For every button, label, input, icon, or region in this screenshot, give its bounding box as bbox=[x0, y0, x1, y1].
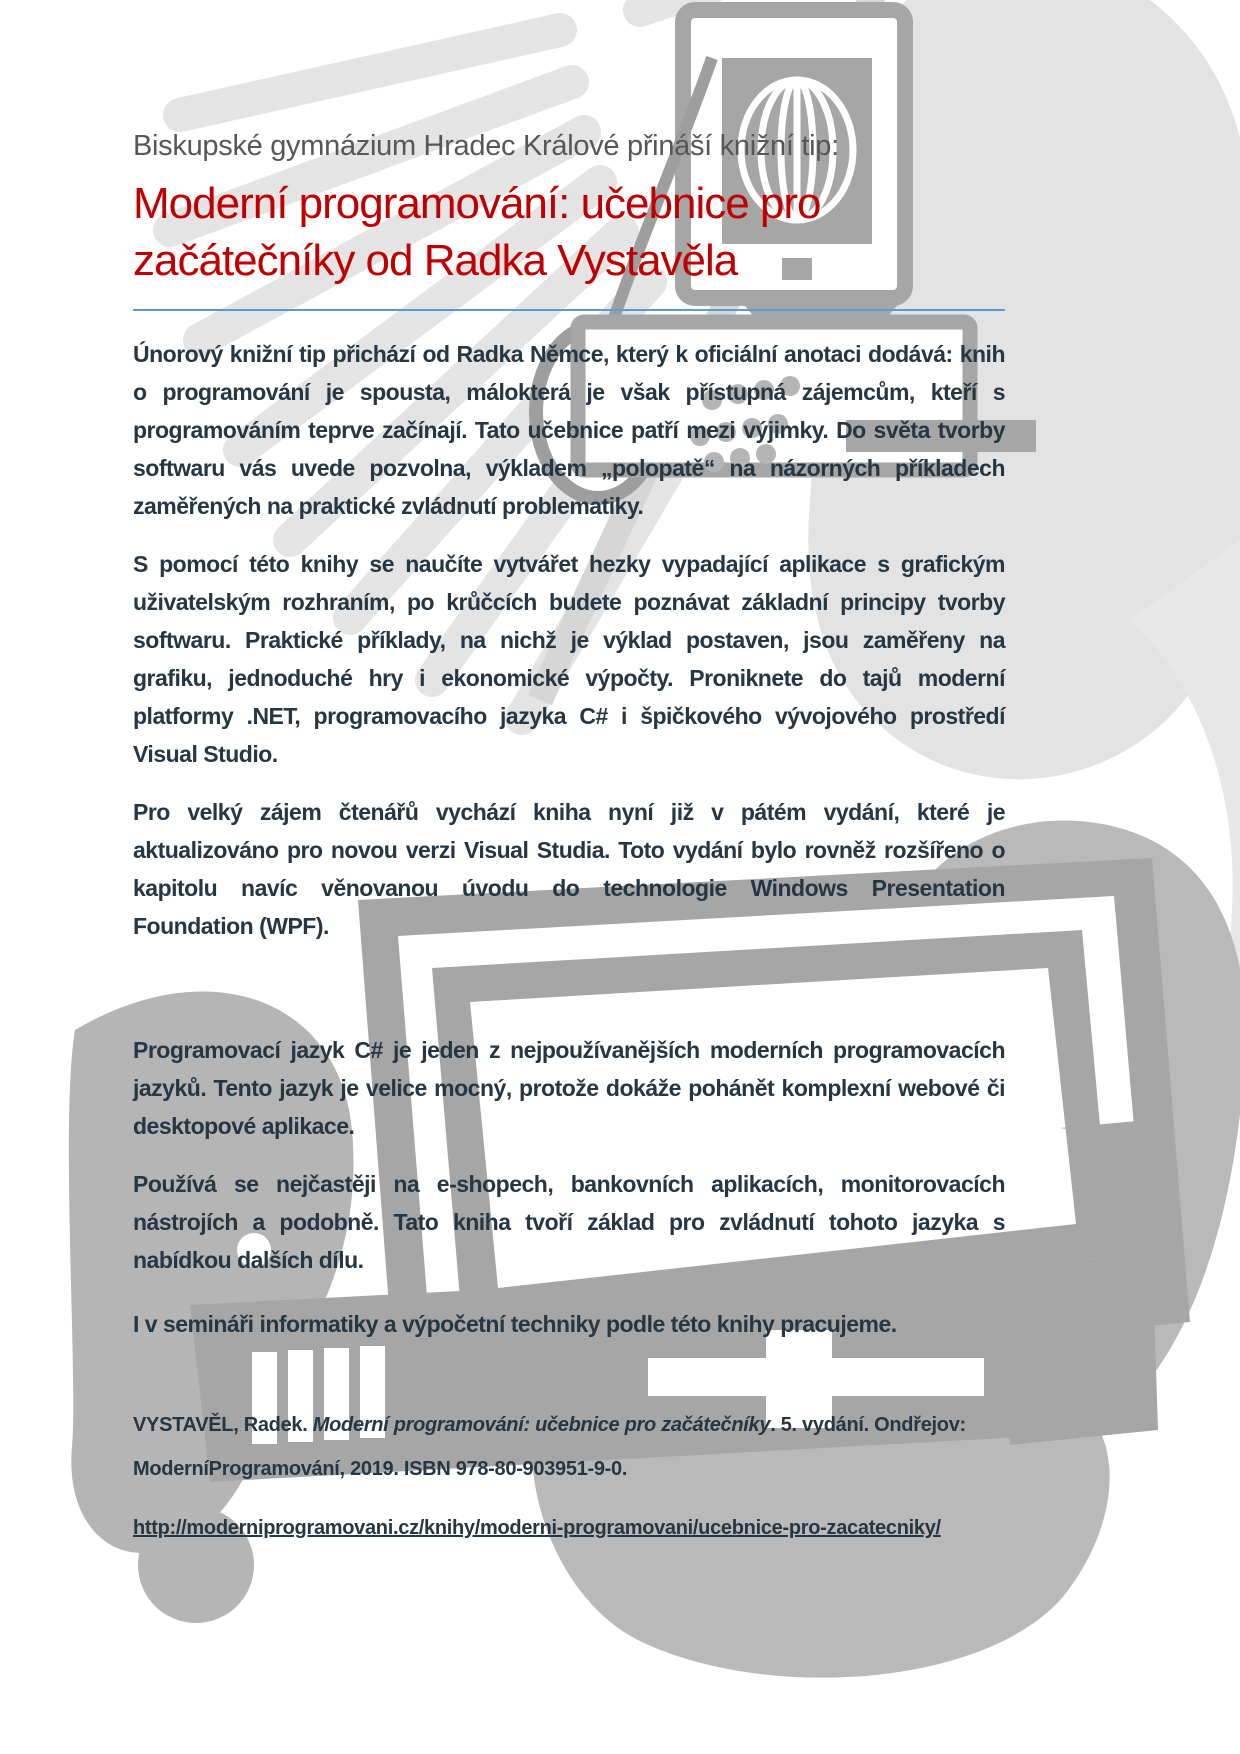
title-rule bbox=[133, 309, 1005, 311]
page-title-line-2: začátečníky od Radka Vystavěla bbox=[133, 236, 738, 285]
paragraph-2: S pomocí této knihy se naučíte vytvářet hezky vypadající aplikace s grafickým uživatelským rozhraním, po krůčcích budete poznávat základní principy tvorby softwaru. Praktické příklady, na nichž je výklad postaven, jsou zaměřeny na grafiku, jednoduché hry i ekonomické výpočty. Proniknete do tajů moderní platformy .NET, programovacího jazyka C# i špičkového vývojového prostředí Visual Studio. bbox=[133, 551, 1005, 767]
citation-book-title: Moderní programování: učebnice pro začátečníky bbox=[312, 1414, 771, 1436]
paragraph-4: Programovací jazyk C# je jeden z nejpoužívanějších moderních programovacích jazyků. Tento jazyk je velice mocný, protože dokáže pohánět komplexní webové či desktopové aplikace. bbox=[133, 1037, 1005, 1139]
citation-author: VYSTAVĚL, Radek. bbox=[133, 1414, 313, 1436]
paragraph-5: Používá se nejčastěji na e-shopech, bankovních aplikacích, monitorovacích nástrojích a podobně. Tato kniha tvoří základ pro zvládnutí tohoto jazyka s nabídkou dalších dílu. bbox=[133, 1171, 1005, 1273]
kicker-line: Biskupské gymnázium Hradec Králové přináší knižní tip: bbox=[133, 130, 839, 162]
paragraph-6: I v semináři informatiky a výpočetní techniky podle této knihy pracujeme. bbox=[133, 1311, 897, 1337]
page-title bbox=[133, 175, 1005, 289]
document-content bbox=[133, 130, 1005, 1540]
page-title-line-1: Moderní programování: učebnice pro bbox=[133, 179, 821, 228]
paragraph-3: Pro velký zájem čtenářů vychází kniha nyní již v pátém vydání, které je aktualizováno pro novou verzi Visual Studia. Toto vydání bylo rovněž rozšířeno o kapitolu navíc věnovanou úvodu do technologie Windows Presentation Foundation (WPF). bbox=[133, 799, 1005, 939]
book-url-link[interactable]: http://moderniprogramovani.cz/knihy/moderni-programovani/ucebnice-pro-zacatecniky/ bbox=[133, 1517, 941, 1539]
citation-rest: . 5. vydání. Ondřejov: ModerníProgramování, 2019. ISBN 978-80-903951-9-0. bbox=[133, 1414, 966, 1480]
bibliographic-citation bbox=[133, 1403, 1005, 1491]
paragraph-1: Únorový knižní tip přichází od Radka Němce, který k oficiální anotaci dodává: knih o programování je spousta, málokterá je však přístupná zájemcům, kteří s programováním teprve začínají. Tato učebnice patří mezi výjimky. Do světa tvorby softwaru vás uvede pozvolna, výkladem „polopatě“ na názorných příkladech zaměřených na praktické zvládnutí problematiky. bbox=[133, 341, 1005, 519]
